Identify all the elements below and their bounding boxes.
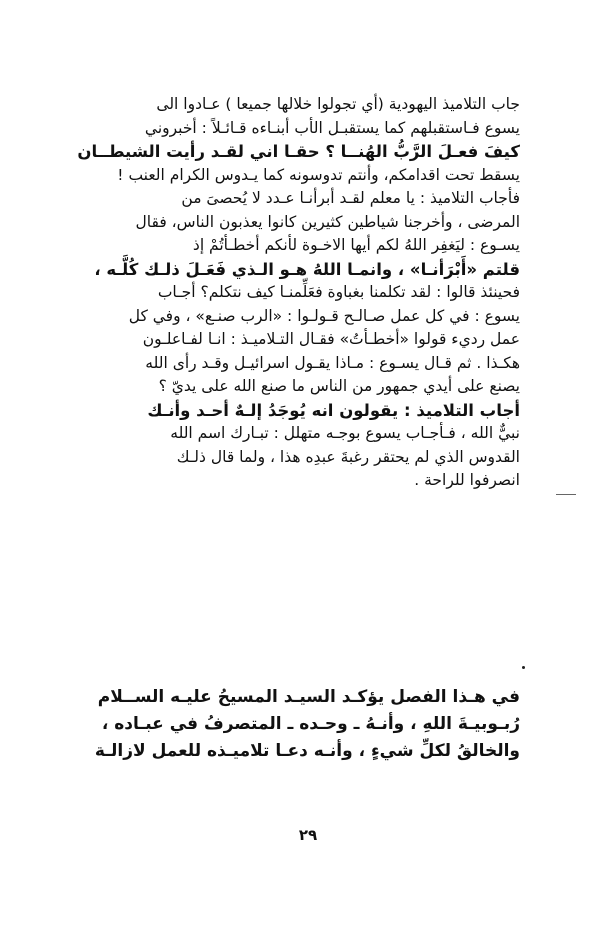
text-line: نبيٌّ الله ، فـأجـاب يسوع بوجـه متهلل : تبـارك اسم الله	[170, 424, 520, 442]
text-line: عمل رديء قولوا «أخطـأتُ» فقـال التـلاميـذ : انـا لفـاعلـون	[142, 330, 520, 348]
text-line: هكـذا . ثم قـال يسـوع : مـاذا يقـول اسرائيـل وقـد رأى الله	[145, 353, 520, 372]
text-line: جاب التلاميذ اليهودية (أي تجولوا خلالها جميعا ) عـادوا الى	[156, 95, 520, 113]
margin-line-mark	[556, 494, 576, 495]
page-number: ٢٩	[298, 826, 318, 844]
stray-dot-mark	[522, 666, 525, 669]
text-line: يسقط تحت اقدامكم، وأنتم تدوسونه كما يـدوس الكرام العنب !	[117, 165, 520, 184]
text-line: يصنع على أيدي جمهور من الناس ما صنع الله على يديّ ؟	[158, 377, 520, 395]
commentary-line: في هـذا الفصل يؤكـد السيـد المسيحُ عليـه الســلام	[97, 687, 520, 707]
commentary-line: والخالقُ لكلِّ شيءٍ ، وأنـه دعـا تلاميـذه للعمل لازالـة	[94, 741, 520, 761]
text-line: القدوس الذي لم يحتقر رغبةَ عبدِه هذا ، ولما قال ذلـك	[176, 447, 520, 466]
text-line: فأجاب التلاميذ : يا معلم لقـد أبرأنـا عـدد لا يُحصىَ من	[181, 189, 520, 207]
text-line: يسوع : في كل عمل صـالـح قـولـوا : «الرب صنـع» ، وفي كل	[128, 306, 520, 325]
text-line: قلتم «أَبْرَأنـا» ، وانمـا اللهُ هـو الـذي فَعَـلَ ذلـك كُلَّـه ،	[94, 259, 520, 279]
text-line: أجاب التلاميذ : يقولون انه يُوجَدُ إلـهٌ أحـد وأنـك	[147, 400, 520, 420]
text-line: كيفَ فعـلَ الرَّبُّ الهُنــا ؟ حقـا اني لقـد رأيت الشيطــان	[77, 142, 520, 161]
text-line: يسـوع : ليَغفِر اللهُ لكم أيها الاخـوة لأنكم أخطـأتُمْ إذ	[192, 236, 520, 254]
text-line: انصرفوا للراحة .	[414, 471, 520, 489]
text-line: يسوع فـاستقبلهم كما يستقبـل الأب أبنـاءه قـائـلاً : أخبروني	[144, 118, 520, 137]
text-line: فحينئذ قالوا : لقد تكلمنا بغباوة فعَلِّمنـا كيف نتكلم؟ أجـاب	[157, 283, 520, 301]
commentary-line: رُبـوبيـةَ اللهِ ، وأنـهُ ـ وحـده ـ المتصرفُ في عبـاده ،	[101, 714, 520, 734]
narrative-paragraph	[77, 93, 520, 493]
commentary-paragraph	[86, 684, 520, 765]
text-line: المرضى ، وأخرجنا شياطين كثيرين كانوا يعذبون الناس، فقال	[135, 212, 520, 231]
